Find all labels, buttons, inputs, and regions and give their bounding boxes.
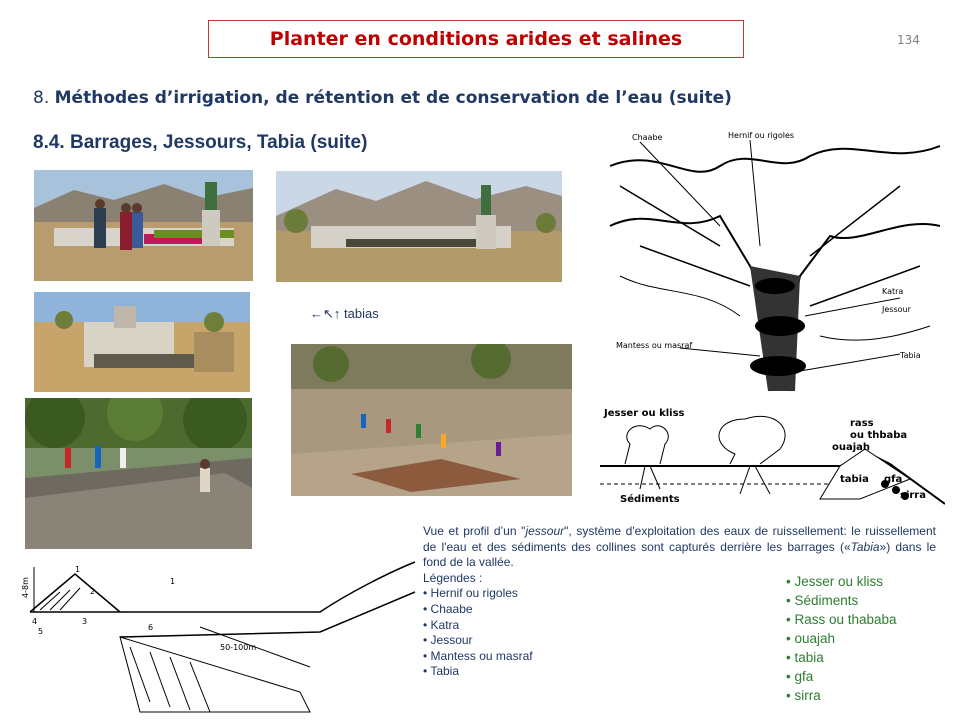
legend-title: Légendes : [423, 570, 483, 585]
label-sediments: Sédiments [620, 494, 680, 505]
profile-legend-item: • Jesser ou kliss [786, 574, 884, 589]
label-chaabe: Chaabe [632, 133, 663, 142]
jessour-profile-diagram [600, 404, 945, 510]
label-num-5: 5 [38, 627, 44, 636]
profile-legend-item: • tabia [786, 650, 824, 665]
subsection-heading: 8.4. Barrages, Jessours, Tabia (suite) [33, 132, 368, 153]
section-title: Méthodes d’irrigation, de rétention et de conservation de l’eau (suite) [54, 88, 732, 108]
section-number: 8. [33, 88, 50, 108]
jessour-plan-diagram [600, 126, 945, 400]
caption-text-2: ", système d'exploitation des eaux de ruissellement: le ruissellement de l'eau et des sédiments des collines sont capturés derrière les barrages (« [423, 524, 936, 554]
label-ouajah: ouajah [832, 442, 871, 453]
label-gfa: gfa [884, 474, 903, 485]
legend-item: • Tabia [423, 664, 460, 679]
label-num-3: 3 [82, 617, 88, 626]
page-number: 134 [897, 33, 920, 47]
label-sirra: sirra [900, 490, 926, 501]
label-thbaba: ou thbaba [850, 430, 908, 441]
photo-dam-mountains [276, 171, 562, 282]
label-katra: Katra [882, 287, 904, 296]
label-height: 4-8m [21, 577, 30, 598]
profile-legend-item: • gfa [786, 669, 814, 684]
tabias-arrow-note: ←↖↑ tabias [310, 306, 379, 321]
legend-item: • Hernif ou rigoles [423, 586, 518, 601]
photo-field-workers [291, 344, 572, 496]
section-heading [33, 88, 732, 108]
label-tabia-profile: tabia [840, 474, 869, 485]
legend-item: • Katra [423, 617, 460, 632]
caption-text-3: ») dans le fond de la vallée. [423, 539, 936, 570]
slide-title-box [208, 20, 744, 58]
legend-item: • Mantess ou masraf [423, 648, 533, 663]
label-hernif: Hernif ou rigoles [728, 131, 795, 140]
photo-dam-people [34, 170, 253, 281]
legend-item: • Chaabe [423, 601, 473, 616]
dam-cross-section-sketch [20, 552, 420, 717]
label-jessour: Jessour [882, 305, 911, 314]
caption-term-jessour: jessour [525, 524, 565, 538]
label-jesser-kliss: Jesser ou kliss [604, 408, 685, 419]
caption-intro [423, 524, 936, 571]
profile-legend-item: • sirra [786, 688, 821, 703]
label-num-1: 1 [75, 565, 81, 574]
profile-legend [786, 572, 897, 705]
label-rass: rass [850, 418, 874, 429]
label-tabia: Tabia [900, 351, 921, 360]
photo-tabia-structure [34, 292, 250, 392]
label-distance: 50-100m [220, 643, 257, 652]
label-num-6: 6 [148, 623, 154, 632]
label-num-4: 4 [32, 617, 38, 626]
label-num-2: 2 [90, 587, 96, 596]
caption-text-1: Vue et profil d’un " [423, 524, 526, 538]
slide-title: Planter en conditions arides et salines [269, 28, 683, 50]
photo-river-workers [25, 398, 252, 549]
profile-legend-list [786, 572, 897, 705]
profile-legend-item: • ouajah [786, 631, 836, 646]
label-mantess: Mantess ou masraf [616, 341, 693, 350]
profile-legend-item: • Sédiments [786, 593, 859, 608]
profile-legend-item: • Rass ou thababa [786, 612, 897, 627]
caption-term-tabia: Tabia [850, 539, 880, 554]
label-num-1b: 1 [170, 577, 176, 586]
legend-item: • Jessour [423, 633, 473, 648]
